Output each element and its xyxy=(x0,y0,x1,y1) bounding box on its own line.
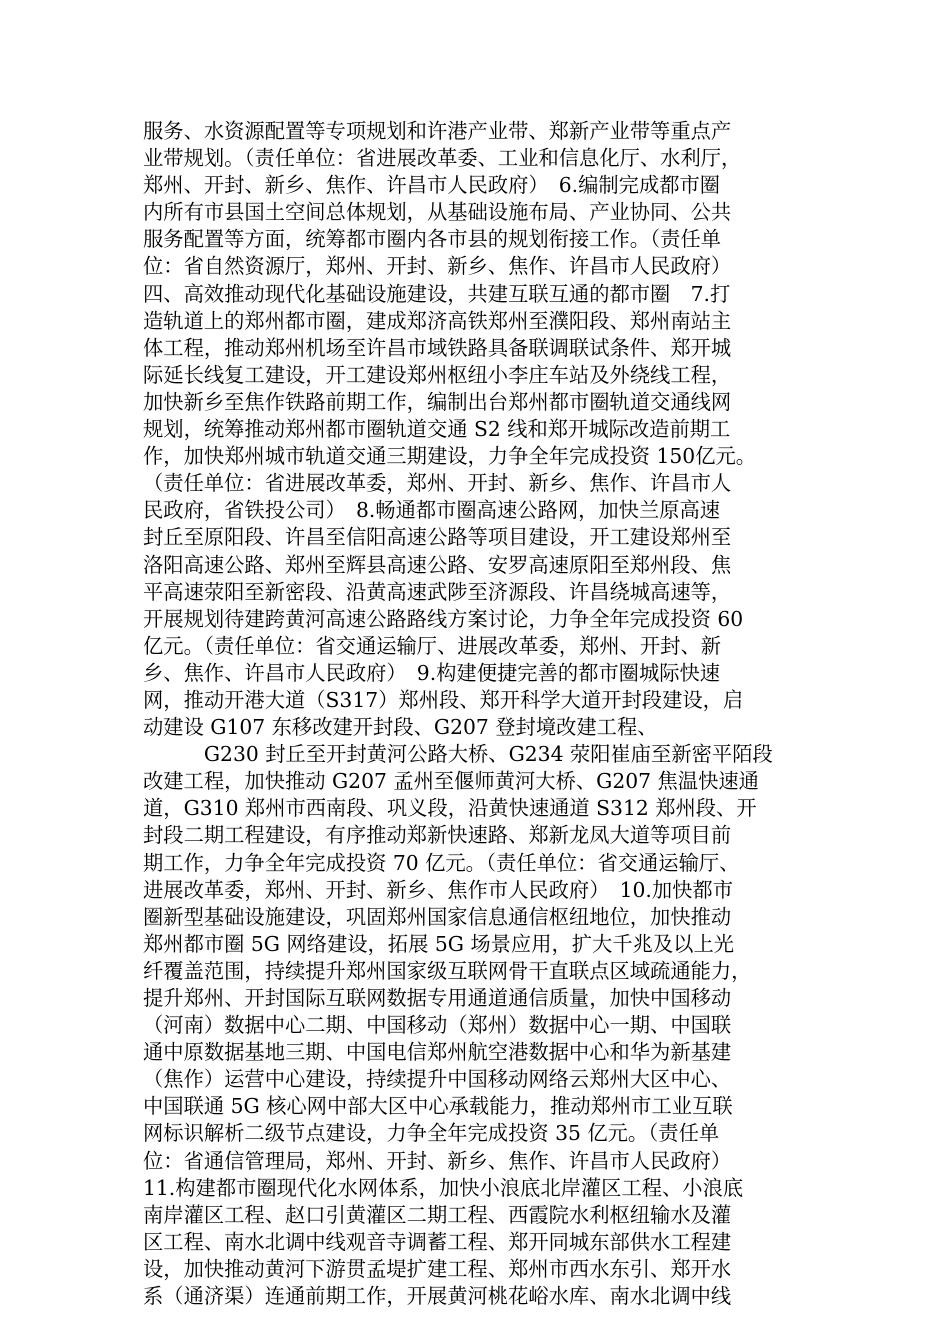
text-line: 系（通济渠）连通前期工作，开展黄河桃花峪水库、南水北调中线 xyxy=(143,1284,732,1309)
text-line: 郑州、开封、新乡、焦作、许昌市人民政府） 6.编制完成都市圈 xyxy=(143,173,721,198)
text-line: 进展改革委，郑州、开封、新乡、焦作市人民政府） 10.加快都市 xyxy=(143,877,733,902)
text-line: 网，推动开港大道（S317）郑州段、郑开科学大道开封段建设，启 xyxy=(143,687,744,712)
text-line: 通中原数据基地三期、中国电信郑州航空港数据中心和华为新基建 xyxy=(143,1040,732,1065)
text-line: （焦作）运营中心建设，持续提升中国移动网络云郑州大区中心、 xyxy=(143,1067,732,1092)
text-line: 位：省通信管理局，郑州、开封、新乡、焦作、许昌市人民政府） xyxy=(143,1148,732,1173)
text-line: 洛阳高速公路、郑州至辉县高速公路、安罗高速原阳至郑州段、焦 xyxy=(143,552,732,577)
text-line: 区工程、南水北调中线观音寺调蓄工程、郑开同城东部供水工程建 xyxy=(143,1229,732,1254)
text-line: 开展规划待建跨黄河高速公路路线方案讨论，力争全年完成投资 60 xyxy=(143,606,744,631)
text-line: 提升郑州、开封国际互联网数据专用通道通信质量，加快中国移动 xyxy=(143,986,732,1010)
text-line: 封段二期工程建设，有序推动郑新快速路、郑新龙凤大道等项目前 xyxy=(143,823,732,848)
text-line: 亿元。（责任单位：省交通运输厅、进展改革委，郑州、开封、新 xyxy=(143,633,722,658)
text-line: 造轨道上的郑州都市圈，建成郑济高铁郑州至濮阳段、郑州南站主 xyxy=(143,308,732,333)
text-line: 业带规划。（责任单位：省进展改革委、工业和信息化厅、水利厅， xyxy=(143,146,742,171)
text-line: 封丘至原阳段、许昌至信阳高速公路等项目建设，开工建设郑州至 xyxy=(143,525,732,550)
text-line: 体工程，推动郑州机场至许昌市域铁路具备联调联试条件、郑开城 xyxy=(143,335,732,360)
text-line: 中国联通 5G 核心网中部大区中心承载能力，推动郑州市工业互联 xyxy=(143,1094,733,1119)
text-line: 际延长线复工建设，开工建设郑州枢纽小李庄车站及外绕线工程， xyxy=(143,362,732,387)
body-text xyxy=(143,118,843,1310)
text-line: 网标识解析二级节点建设，力争全年完成投资 35 亿元。（责任单 xyxy=(143,1121,720,1146)
text-line: 设，加快推动黄河下游贯孟堤扩建工程、郑州市西水东引、郑开水 xyxy=(143,1256,732,1281)
text-line: 动建设 G107 东移改建开封段、G207 登封境改建工程、 xyxy=(143,715,658,740)
text-line: 圈新型基础设施建设，巩固郑州国家信息通信枢纽地位，加快推动 xyxy=(143,904,732,929)
text-line: 南岸灌区工程、赵口引黄灌区二期工程、西霞院水利枢纽输水及灌 xyxy=(143,1202,732,1227)
text-line: 作，加快郑州城市轨道交通三期建设，力争全年完成投资 150亿元。 xyxy=(143,444,757,469)
text-line: 加快新乡至焦作铁路前期工作，编制出台郑州都市圈轨道交通线网 xyxy=(143,389,732,414)
text-line: 道，G310 郑州市西南段、巩义段，沿黄快速通道 S312 郑州段、开 xyxy=(143,796,757,821)
text-line: 乡、焦作、许昌市人民政府） 9.构建便捷完善的都市圈城际快速 xyxy=(143,660,721,685)
text-line: （责任单位：省进展改革委，郑州、开封、新乡、焦作、许昌市人 xyxy=(143,471,732,496)
text-line: 服务、水资源配置等专项规划和许港产业带、郑新产业带等重点产 xyxy=(143,119,732,143)
text-line: 改建工程，加快推动 G207 孟州至偃师黄河大桥、G207 焦温快速通 xyxy=(143,769,759,794)
text-line: 服务配置等方面，统筹都市圈内各市县的规划衔接工作。（责任单 xyxy=(143,227,722,252)
text-line: 位：省自然资源厅，郑州、开封、新乡、焦作、许昌市人民政府） xyxy=(143,254,732,279)
text-line: 平高速荥阳至新密段、沿黄高速武陟至济源段、许昌绕城高速等， xyxy=(143,579,732,604)
text-line: 内所有市县国土空间总体规划，从基础设施布局、产业协同、公共 xyxy=(143,200,732,225)
text-line: 四、高效推动现代化基础设施建设，共建互联互通的都市圈 7.打 xyxy=(143,281,731,306)
text-line: 民政府，省铁投公司） 8.畅通都市圈高速公路网，加快兰原高速 xyxy=(143,498,721,523)
text-line: 11.构建都市圈现代化水网体系，加快小浪底北岸灌区工程、小浪底 xyxy=(143,1175,744,1200)
text-line: G230 封丘至开封黄河公路大桥、G234 荥阳崔庙至新密平陌段 xyxy=(143,742,773,767)
text-line: 期工作，力争全年完成投资 70 亿元。（责任单位：省交通运输厅、 xyxy=(143,850,740,875)
text-line: （河南）数据中心二期、中国移动（郑州）数据中心一期、中国联 xyxy=(143,1013,732,1038)
text-line: 纤覆盖范围，持续提升郑州国家级互联网骨干直联点区域疏通能力， xyxy=(143,958,752,983)
text-line: 规划，统筹推动郑州都市圈轨道交通 S2 线和郑开城际改造前期工 xyxy=(143,417,731,442)
text-line: 郑州都市圈 5G 网络建设，拓展 5G 场景应用，扩大千兆及以上光 xyxy=(143,931,735,956)
